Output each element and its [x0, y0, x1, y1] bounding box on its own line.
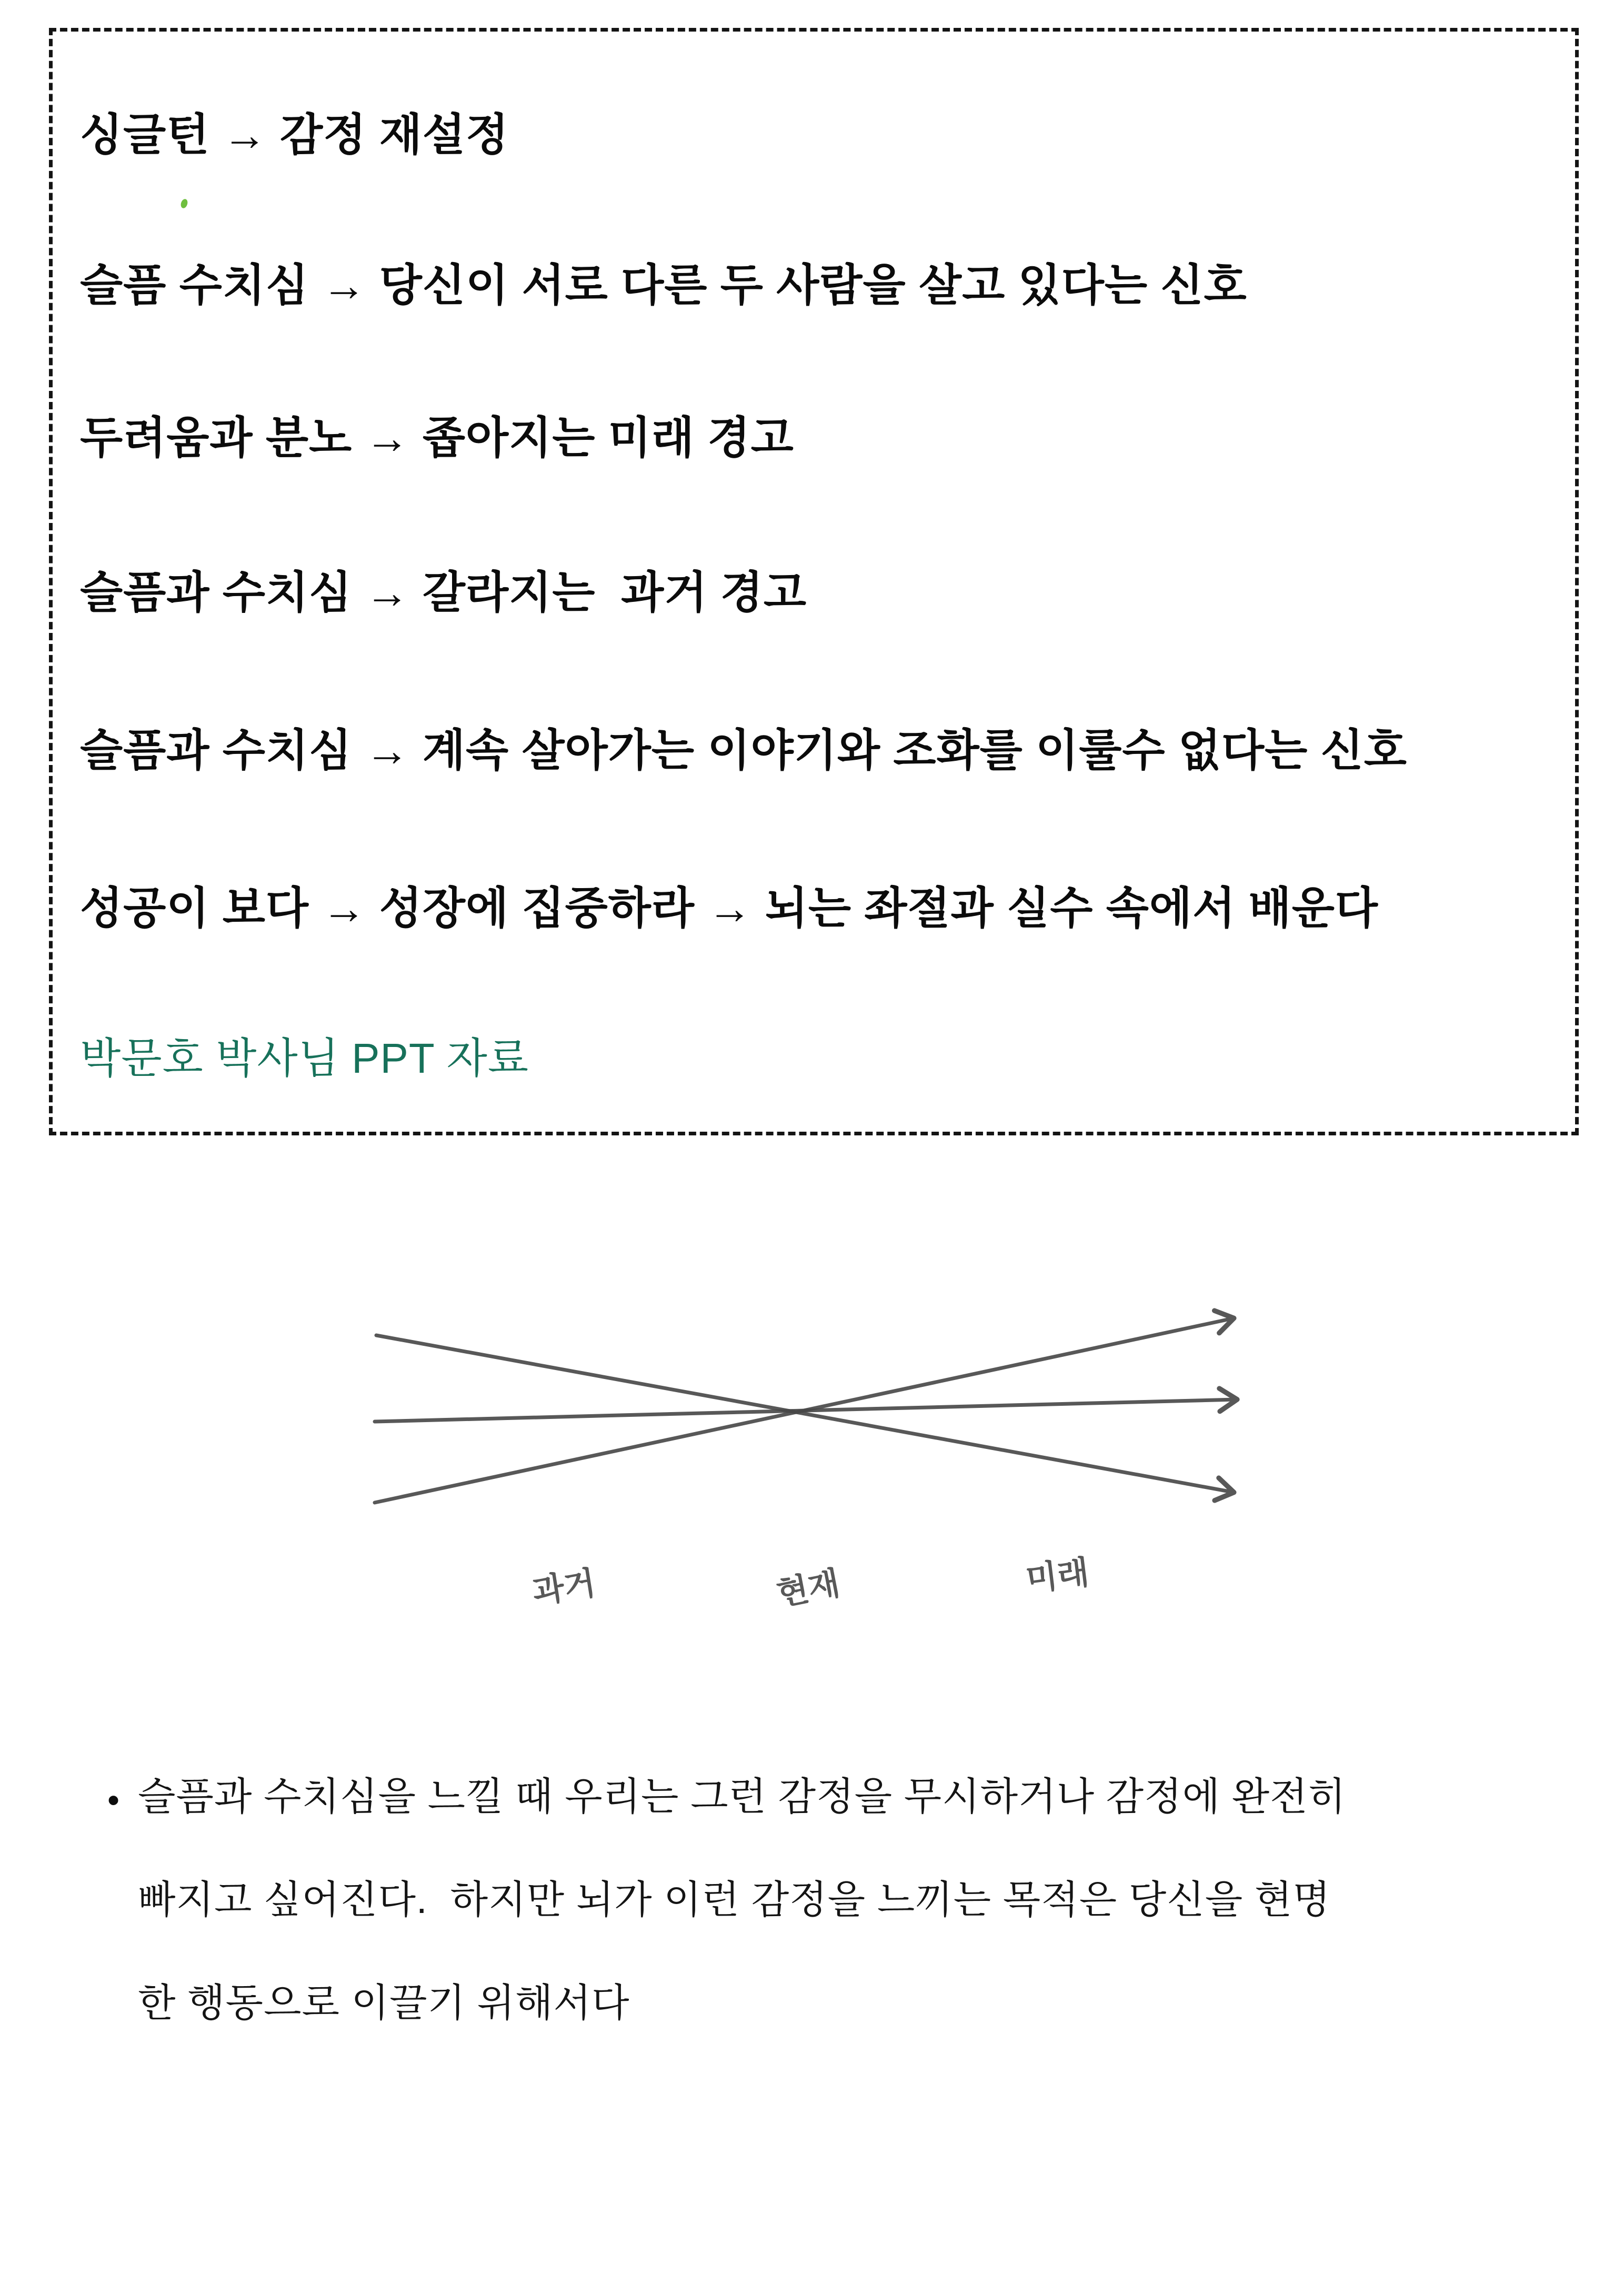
timeline-diagram [316, 1273, 1316, 1642]
dashed-note-box [49, 28, 1579, 1135]
attribution-text: 박문호 박사님 PPT 자료 [80, 1035, 529, 1082]
note-line-growth-focus: 성공이 보다 → 성장에 집중하라 → 뇌는 좌절과 실수 속에서 배운다 [80, 883, 1378, 933]
bullet-note-line: 빠지고 싶어진다. 하지만 뇌가 이런 감정을 느끼는 목적은 당신을 현명 [138, 1878, 1331, 1921]
bullet-marker: • [107, 1780, 120, 1819]
diagram-label-future: 미래 [1024, 1554, 1091, 1598]
note-line-story-harmony: 슬픔과 수치심 → 계속 살아가는 이야기와 조화를 이룰수 없다는 신호 [80, 726, 1407, 775]
diagram-label-past: 과거 [530, 1565, 598, 1611]
diagram-label-present: 현재 [774, 1565, 843, 1613]
note-line-fear-anger: 두려움과 분노 → 좁아지는 미래 경고 [80, 413, 794, 462]
bullet-note-line: 슬픔과 수치심을 느낄 때 우리는 그런 감정을 무시하거나 감정에 완전히 [138, 1775, 1347, 1818]
green-speck-artifact [180, 198, 189, 209]
note-line-past-warning: 슬픔과 수치심 → 갈라지는 과거 경고 [80, 568, 807, 617]
arrow-middle [375, 1399, 1236, 1422]
note-line-sadness-shame-signal: 슬픔 수치심 → 당신이 서로 다른 두 사람을 살고 있다는 신호 [80, 260, 1247, 310]
bullet-note-line: 한 행동으로 이끌기 위해서다 [138, 1981, 630, 2025]
note-line-singleton: 싱글턴 → 감정 재설정 [80, 110, 509, 159]
arrow-top-left-to-bottom-right [376, 1335, 1232, 1492]
